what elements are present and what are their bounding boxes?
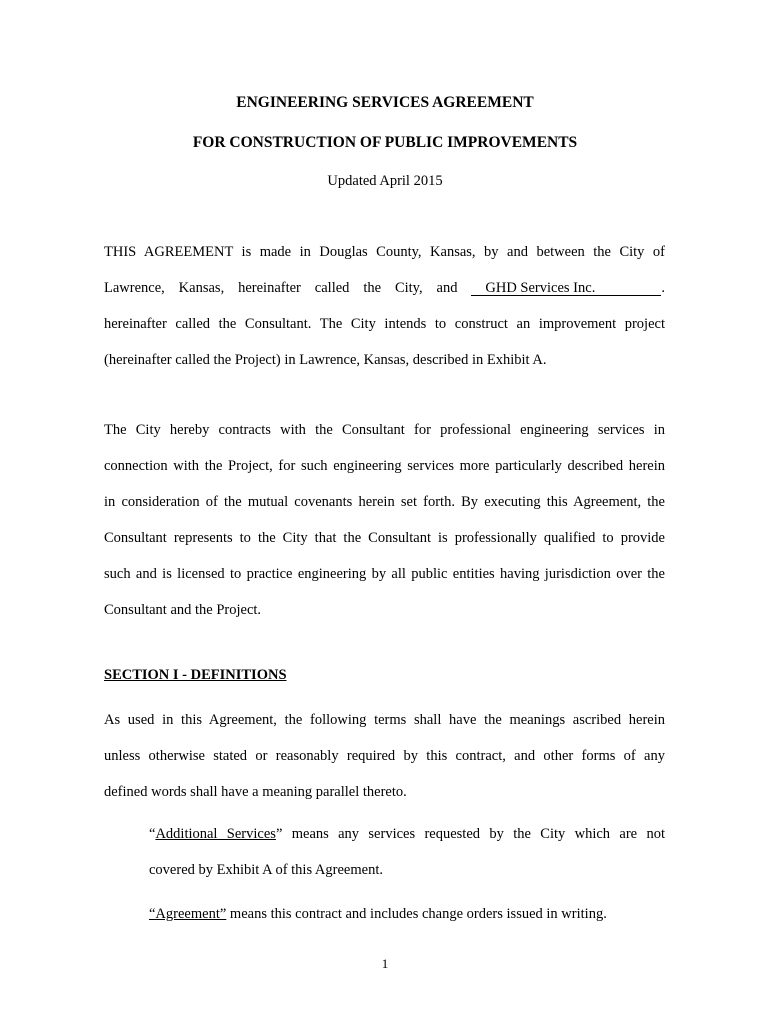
contract-line-1: The City hereby contracts with the Consultant for professional engineering services in: [104, 422, 665, 438]
intro-line-2: [104, 270, 665, 306]
close-quote: ”: [275, 826, 283, 842]
section-heading: SECTION I - DEFINITIONS: [104, 667, 287, 683]
contract-line-6: Consultant and the Project.: [104, 602, 262, 618]
contract-line-4: Consultant represents to the City that the Consultant is professionally qualified to provide: [104, 530, 665, 546]
additional-services-definition: means any services requested by the City which are not: [282, 826, 665, 842]
agreement-line: [149, 896, 665, 932]
document-subtitle: FOR CONSTRUCTION OF PUBLIC IMPROVEMENTS: [192, 134, 578, 151]
intro-paragraph: [104, 234, 665, 378]
agreement-definition: means this contract and includes change orders issued in writing.: [226, 906, 607, 922]
term-additional-services: Additional Services: [155, 826, 276, 842]
definition-agreement: [149, 896, 665, 932]
document-title: ENGINEERING SERVICES AGREEMENT: [236, 94, 534, 111]
definition-additional-services: [149, 816, 665, 888]
page-number: 1: [381, 956, 389, 971]
contract-line-3: in consideration of the mutual covenants herein set forth. By executing this Agreement, the: [104, 494, 665, 510]
contract-paragraph: [104, 412, 665, 628]
definitions-line-1: As used in this Agreement, the following terms shall have the meanings ascribed herein: [104, 712, 665, 728]
contract-line-5: such and is licensed to practice engineering by all public entities having jurisdiction over the: [104, 566, 665, 582]
additional-services-line-1: [149, 816, 665, 852]
definitions-line-2: unless otherwise stated or reasonably required by this contract, and other forms of any: [104, 748, 665, 764]
intro-line-1: THIS AGREEMENT is made in Douglas County, Kansas, by and between the City of: [104, 244, 665, 260]
definitions-intro-paragraph: [104, 702, 665, 810]
definitions-line-3: defined words shall have a meaning parallel thereto.: [104, 784, 407, 800]
contract-line-2: connection with the Project, for such engineering services more particularly described herein: [104, 458, 665, 474]
additional-services-line-2: covered by Exhibit A of this Agreement.: [149, 862, 383, 878]
consultant-name-field: GHD Services Inc.: [471, 281, 661, 296]
intro-line-2-suffix: .: [661, 280, 666, 296]
intro-line-3: hereinafter called the Consultant. The City intends to construct an improvement project: [104, 316, 665, 332]
open-quote: “: [149, 826, 156, 842]
updated-date: Updated April 2015: [327, 173, 443, 189]
intro-line-2-prefix: Lawrence, Kansas, hereinafter called the City, and: [104, 280, 458, 296]
term-agreement: “Agreement”: [149, 906, 227, 922]
intro-line-4: (hereinafter called the Project) in Lawrence, Kansas, described in Exhibit A.: [104, 352, 547, 368]
